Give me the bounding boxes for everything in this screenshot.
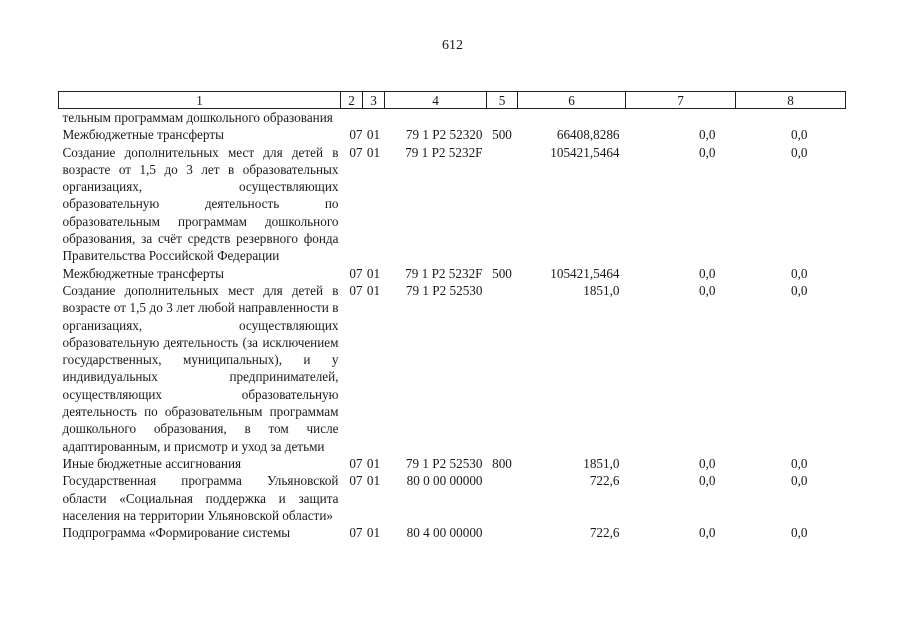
row-section: 07 — [349, 473, 363, 489]
row-amount-col7: 0,0 — [699, 144, 716, 160]
row-subsection: 01 — [366, 282, 381, 298]
row-section — [341, 109, 363, 127]
header-col-1: 1 — [59, 92, 341, 109]
row-amount-col8: 0,0 — [791, 144, 808, 160]
header-col-6: 6 — [518, 92, 626, 109]
row-amount-col7 — [626, 109, 736, 127]
row-target-article: 79 1 P2 52320 — [405, 127, 483, 143]
row-amount-col7: 0,0 — [699, 265, 716, 281]
row-expense-type — [487, 109, 518, 127]
table-row — [59, 472, 846, 524]
header-col-4: 4 — [385, 92, 487, 109]
row-amount-col7: 0,0 — [699, 525, 716, 541]
row-subsection: 01 — [366, 455, 381, 471]
row-amount: 105421,5464 — [550, 265, 620, 281]
row-name: Создание дополнительных мест для детей в возрасте от 1,5 до 3 лет в образовательных организациях, осуществляющих образовательную деятельность по образовательным программам дошкольного образования, за счёт средств резервного фонда Правительства Российской Федерации — [62, 144, 339, 264]
table-header — [59, 92, 846, 109]
row-amount-col7: 0,0 — [699, 473, 716, 489]
row-expense-type — [487, 524, 518, 541]
row-amount — [518, 109, 626, 127]
row-section: 07 — [349, 525, 363, 541]
row-target-article — [385, 109, 487, 127]
row-expense-type: 800 — [492, 455, 512, 471]
row-amount-col8: 0,0 — [791, 282, 808, 298]
row-name: Межбюджетные трансферты — [62, 127, 224, 143]
row-section: 07 — [349, 144, 363, 160]
row-subsection: 01 — [366, 473, 381, 489]
row-amount-col8: 0,0 — [791, 127, 808, 143]
row-name: Создание дополнительных мест для детей в возрасте от 1,5 до 3 лет любой направленности в организациях, осуществляющих образовательную деятельность (за исключением государственных, муниципальных), и у индивидуальных предпринимателей, осуществляющих образовательную деятельность по образовательным программам дошкольного образования, в том числе адаптированным, и присмотр и уход за детьми — [62, 282, 339, 454]
row-amount-col8: 0,0 — [791, 525, 808, 541]
row-expense-type — [487, 282, 518, 455]
page-number: 612 — [442, 38, 463, 53]
budget-table — [58, 91, 846, 541]
table-row — [59, 144, 846, 265]
row-amount: 66408,8286 — [556, 127, 620, 143]
header-col-3: 3 — [363, 92, 385, 109]
row-section: 07 — [349, 265, 363, 281]
row-section: 07 — [349, 282, 363, 298]
row-amount: 1851,0 — [583, 282, 620, 298]
row-subsection — [363, 109, 385, 127]
row-target-article: 80 0 00 00000 — [406, 473, 483, 489]
table-row — [59, 455, 846, 472]
row-target-article: 80 4 00 00000 — [406, 525, 483, 541]
table-row — [59, 282, 846, 455]
row-target-article: 79 1 P2 52530 — [405, 282, 483, 298]
row-subsection: 01 — [366, 265, 381, 281]
row-name: Государственная программа Ульяновской области «Социальная поддержка и защита населения на территории Ульяновской области» — [62, 473, 339, 523]
row-target-article: 79 1 P2 5232F — [405, 144, 483, 160]
row-amount-col8 — [736, 109, 846, 127]
header-col-8: 8 — [736, 92, 846, 109]
row-expense-type: 500 — [492, 127, 512, 143]
row-amount-col7: 0,0 — [699, 127, 716, 143]
row-section: 07 — [349, 455, 363, 471]
row-amount-col7: 0,0 — [699, 455, 716, 471]
row-name: тельным программам дошкольного образования — [62, 110, 333, 125]
table-body — [59, 109, 846, 542]
header-col-5: 5 — [487, 92, 518, 109]
row-amount: 722,6 — [589, 473, 620, 489]
row-target-article: 79 1 P2 5232F — [405, 265, 483, 281]
header-col-2: 2 — [341, 92, 363, 109]
row-target-article: 79 1 P2 52530 — [405, 455, 483, 471]
row-name: Межбюджетные трансферты — [62, 265, 224, 281]
row-expense-type — [487, 144, 518, 265]
row-amount: 105421,5464 — [550, 144, 620, 160]
row-amount: 1851,0 — [583, 455, 620, 471]
header-row — [59, 92, 846, 109]
row-amount-col7: 0,0 — [699, 282, 716, 298]
row-subsection: 01 — [366, 127, 381, 143]
table-row — [59, 126, 846, 143]
row-amount-col8: 0,0 — [791, 473, 808, 489]
row-amount-col8: 0,0 — [791, 265, 808, 281]
row-subsection: 01 — [366, 525, 381, 541]
row-expense-type: 500 — [492, 265, 512, 281]
table-row — [59, 109, 846, 127]
row-name: Подпрограмма «Формирование системы — [62, 525, 291, 541]
row-amount: 722,6 — [589, 525, 620, 541]
row-section: 07 — [349, 127, 363, 143]
row-expense-type — [487, 472, 518, 524]
row-name: Иные бюджетные ассигнования — [62, 455, 242, 471]
table-row — [59, 265, 846, 282]
header-col-7: 7 — [626, 92, 736, 109]
row-subsection: 01 — [366, 144, 381, 160]
row-amount-col8: 0,0 — [791, 455, 808, 471]
table-row — [59, 524, 846, 541]
